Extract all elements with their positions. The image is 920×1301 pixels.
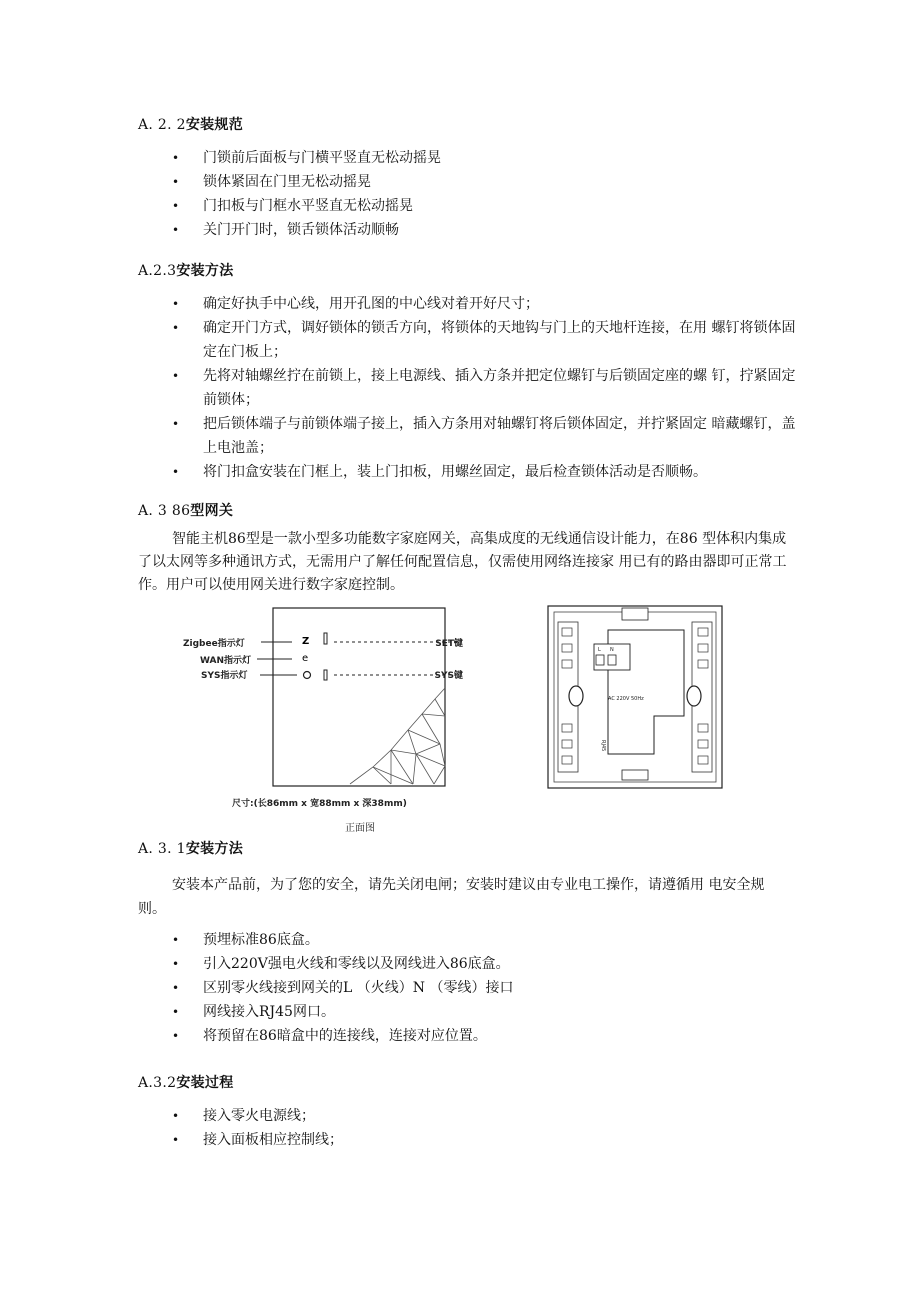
list-item: • 接入零火电源线； [172, 1108, 315, 1124]
heading-a23-title: 安装方法 [176, 263, 234, 279]
wan-icon: e [302, 653, 309, 664]
sys-key-label: SYS键 [434, 671, 463, 681]
back-bottom-tab [622, 770, 648, 780]
heading-a22 [138, 114, 243, 134]
back-view-figure [546, 604, 726, 792]
back-view-diagram [546, 604, 726, 792]
sys-led-label: SYS指示灯 [201, 671, 248, 681]
size-label: 尺寸:(长86mm x 宽88mm x 深38mm) [232, 799, 407, 809]
heading-a32-num: A.3.2 [138, 1075, 177, 1091]
sys-key-mark [324, 670, 327, 680]
list-a32 [0, 1104, 920, 1152]
front-view-diagram [178, 604, 468, 836]
heading-a22-num: A. 2. 2 [138, 117, 186, 133]
list-item: • 网线接入RJ45网口。 [172, 1004, 335, 1020]
left-screw-hole [569, 686, 583, 706]
front-view-figure [178, 604, 468, 836]
list-item: • 锁体紧固在门里无松动摇晃 [172, 174, 371, 190]
right-screw-hole [687, 686, 701, 706]
set-key-mark [324, 633, 327, 644]
terminal-l-label: L [598, 647, 601, 653]
list-a31 [0, 928, 920, 1048]
list-item: • 区别零火线接到网关的L （火线）N （零线）接口 [172, 980, 514, 996]
heading-a23 [138, 260, 234, 280]
heading-a32 [138, 1072, 234, 1092]
list-item: • 门锁前后面板与门横平竖直无松动摇晃 [172, 150, 441, 166]
list-item: • 关门开门时，锁舌锁体活动顺畅 [172, 222, 399, 238]
list-a23 [0, 292, 920, 484]
list-item: • 确定好执手中心线，用开孔图的中心线对着开好尺寸； [172, 296, 539, 312]
list-item: • 引入220V强电火线和零线以及网线进入86底盒。 [172, 956, 510, 972]
zigbee-label: Zigbee指示灯 [183, 639, 245, 649]
list-a22 [0, 146, 920, 242]
heading-a22-title: 安装规范 [185, 117, 244, 133]
back-top-tab [622, 608, 648, 620]
heading-a3-title: 型网关 [190, 503, 234, 519]
heading-a32-title: 安装过程 [176, 1075, 234, 1091]
list-item: • 把后锁体端子与前锁体端子接上，插入方条用对轴螺钉将后锁体固定，并拧紧固定 暗藏螺钉，盖上电池盖； [172, 416, 796, 456]
heading-a31-num: A. 3. 1 [138, 841, 186, 857]
heading-a3-num: A. 3 86 [138, 503, 191, 519]
list-item: • 确定开门方式，调好锁体的锁舌方向，将锁体的天地钩与门上的天地杆连接，在用 螺钉将锁体固定在门板上； [172, 320, 796, 360]
figure-caption: 正面图 [345, 823, 375, 834]
paragraph-a3: 智能主机86型是一款小型多功能数字家庭网关，高集成度的无线通信设计能力，在86 型体积内集成了以太网等多种通讯方式，无需用户了解任何配置信息，仅需使用网络连接家 用已有的路由器即可正常工作。用户可以使用网关进行数字家庭控制。 [138, 531, 787, 593]
list-item: • 先将对轴螺丝拧在前锁上，接上电源线、插入方条并把定位螺钉与后锁固定座的螺 钉，拧紧固定前锁体； [172, 368, 796, 408]
zigbee-icon: Z [302, 636, 310, 647]
rj45-label: RJ45 [600, 740, 606, 752]
list-item: • 将预留在86暗盒中的连接线，连接对应位置。 [172, 1028, 487, 1044]
terminal-n-label: N [610, 647, 614, 653]
set-key-label: SET键 [435, 639, 463, 649]
heading-a31-title: 安装方法 [185, 841, 244, 857]
list-item: • 将门扣盒安装在门框上，装上门扣板，用螺丝固定，最后检查锁体活动是否顺畅。 [172, 464, 707, 480]
list-item: • 预埋标准86底盒。 [172, 932, 319, 948]
ac-rating-label: AC 220V 50Hz [608, 696, 644, 702]
list-item: • 门扣板与门框水平竖直无松动摇晃 [172, 198, 413, 214]
wan-label: WAN指示灯 [200, 656, 252, 666]
paragraph-a31: 安装本产品前，为了您的安全，请先关闭电闸；安装时建议由专业电工操作，请遵循用 电安全规则。 [138, 877, 765, 917]
heading-a23-num: A.2.3 [138, 263, 177, 279]
list-item: • 接入面板相应控制线； [172, 1132, 343, 1148]
heading-a31 [138, 838, 243, 858]
heading-a3 [138, 500, 233, 520]
